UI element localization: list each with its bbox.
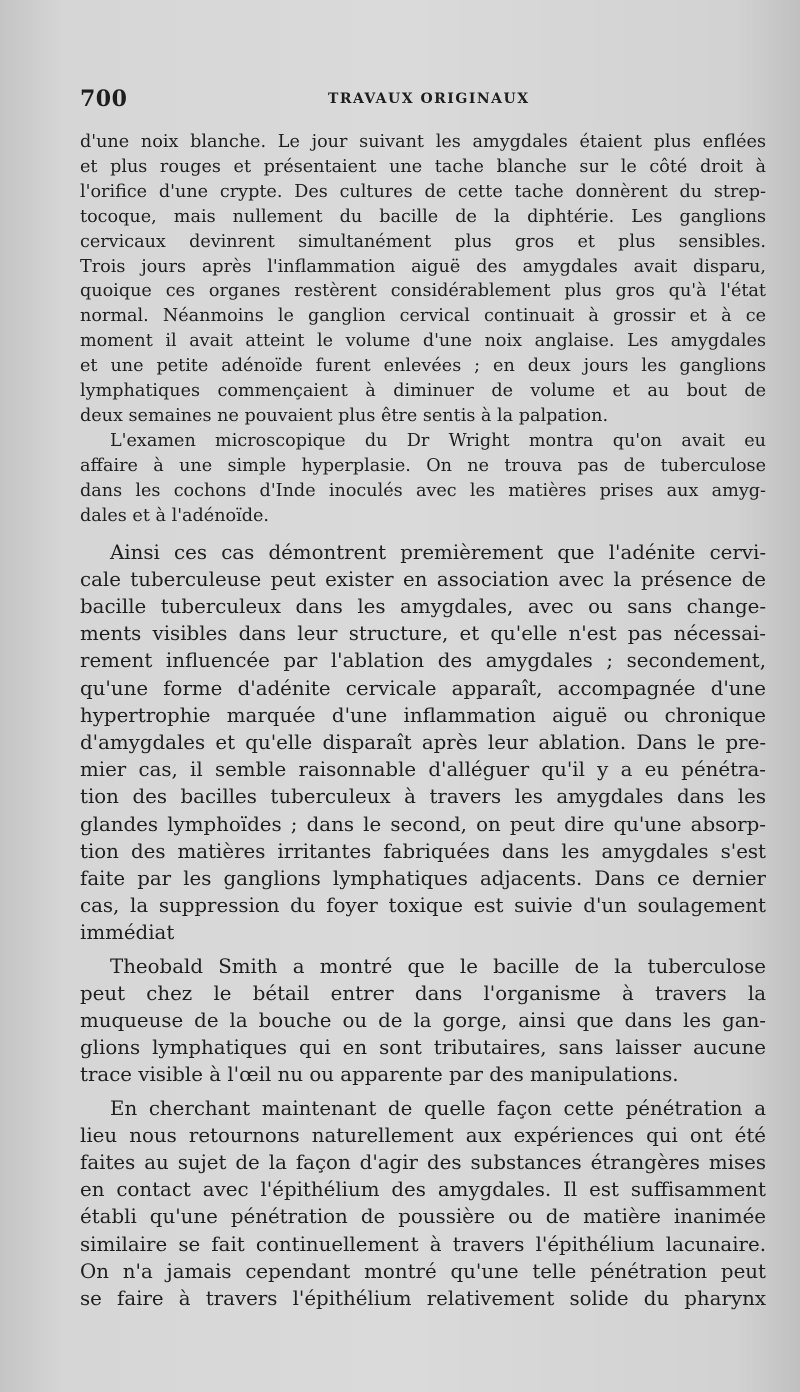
text-line: dans les cochons d'Inde inoculés avec les matières prises aux amyg-	[80, 480, 766, 501]
text-line: lieu nous retournons naturellement aux expériences qui ont été	[80, 1123, 766, 1147]
text-line: L'examen microscopique du Dr Wright montra qu'on avait eu	[110, 430, 766, 451]
paragraph-3	[80, 539, 766, 947]
text-line: similaire se fait continuellement à travers l'épithélium lacunaire.	[80, 1232, 766, 1256]
text-line: bacille tuberculeux dans les amygdales, avec ou sans change-	[80, 594, 766, 618]
text-line: tocoque, mais nullement du bacille de la diphtérie. Les ganglions	[80, 206, 766, 227]
text-line: établi qu'une pénétration de poussière ou de matière inanimée	[80, 1205, 766, 1229]
text-line: cale tuberculeuse peut exister en association avec la présence de	[80, 567, 766, 591]
text-line: deux semaines ne pouvaient plus être sentis à la palpation.	[80, 405, 609, 426]
text-line: En cherchant maintenant de quelle façon cette pénétration a	[110, 1096, 766, 1120]
text-line: glandes lymphoïdes ; dans le second, on peut dire qu'une absorp-	[80, 812, 766, 836]
text-line: faites au sujet de la façon d'agir des substances étrangères mises	[80, 1150, 766, 1174]
text-line: cas, la suppression du foyer toxique est suivie d'un soulagement	[80, 894, 766, 918]
text-line: dales et à l'adénoïde.	[80, 505, 270, 526]
text-line: faite par les ganglions lymphatiques adjacents. Dans ce dernier	[80, 866, 766, 890]
paragraph-4	[80, 953, 766, 1089]
text-line: lymphatiques commençaient à diminuer de volume et au bout de	[80, 381, 766, 402]
text-line: quoique ces organes restèrent considérablement plus gros qu'à l'état	[80, 281, 766, 302]
page-header	[80, 86, 764, 114]
body-text	[80, 130, 766, 1312]
text-line: qu'une forme d'adénite cervicale apparaît, accompagnée d'une	[80, 676, 766, 700]
text-line: mier cas, il semble raisonnable d'alléguer qu'il y a eu pénétra-	[80, 758, 766, 782]
text-line: immédiat	[80, 921, 175, 945]
paragraph-gap	[80, 529, 766, 539]
text-line: et plus rouges et présentaient une tache blanche sur le côté droit à	[80, 156, 766, 177]
text-line: tion des matières irritantes fabriquées dans les amygdales s'est	[80, 839, 766, 863]
text-line: d'une noix blanche. Le jour suivant les amygdales étaient plus enflées	[80, 132, 766, 152]
text-line: affaire à une simple hyperplasie. On ne trouva pas de tuberculose	[80, 455, 766, 476]
text-line: en contact avec l'épithélium des amygdales. Il est suffisamment	[80, 1178, 766, 1202]
text-line: Theobald Smith a montré que le bacille de la tuberculose	[110, 954, 766, 978]
text-line: rement influencée par l'ablation des amygdales ; secondement,	[80, 649, 766, 673]
text-line: et une petite adénoïde furent enlevées ; en deux jours les ganglions	[80, 356, 766, 377]
text-line: hypertrophie marquée d'une inflammation aiguë ou chronique	[80, 703, 766, 727]
paragraph-1	[80, 130, 766, 429]
text-line: tion des bacilles tuberculeux à travers les amygdales dans les	[80, 785, 766, 809]
text-line: On n'a jamais cependant montré qu'une telle pénétration peut	[80, 1259, 766, 1283]
text-line: ments visibles dans leur structure, et qu'elle n'est pas nécessai-	[80, 622, 766, 646]
text-line: se faire à travers l'épithélium relativement solide du pharynx	[80, 1286, 766, 1310]
text-line: moment il avait atteint le volume d'une noix anglaise. Les amygdales	[80, 331, 766, 352]
paragraph-2	[80, 429, 766, 529]
text-line: muqueuse de la bouche ou de la gorge, ainsi que dans les gan-	[80, 1008, 766, 1032]
text-line: trace visible à l'œil nu ou apparente par des manipulations.	[80, 1063, 679, 1087]
page-number: 700	[80, 86, 128, 112]
paragraph-5	[80, 1095, 766, 1313]
text-line: l'orifice d'une crypte. Des cultures de cette tache donnèrent du strep-	[80, 181, 766, 202]
text-line: Ainsi ces cas démontrent premièrement que l'adénite cervi-	[110, 540, 766, 564]
running-title: TRAVAUX ORIGINAUX	[328, 91, 530, 107]
text-line: normal. Néanmoins le ganglion cervical continuait à grossir et à ce	[80, 306, 766, 327]
text-line: peut chez le bétail entrer dans l'organisme à travers la	[80, 981, 766, 1005]
text-line: d'amygdales et qu'elle disparaît après leur ablation. Dans le pre-	[80, 730, 766, 754]
text-line: cervicaux devinrent simultanément plus gros et plus sensibles.	[80, 231, 766, 252]
text-line: Trois jours après l'inflammation aiguë des amygdales avait disparu,	[80, 256, 766, 277]
text-line: glions lymphatiques qui en sont tributaires, sans laisser aucune	[80, 1036, 766, 1060]
